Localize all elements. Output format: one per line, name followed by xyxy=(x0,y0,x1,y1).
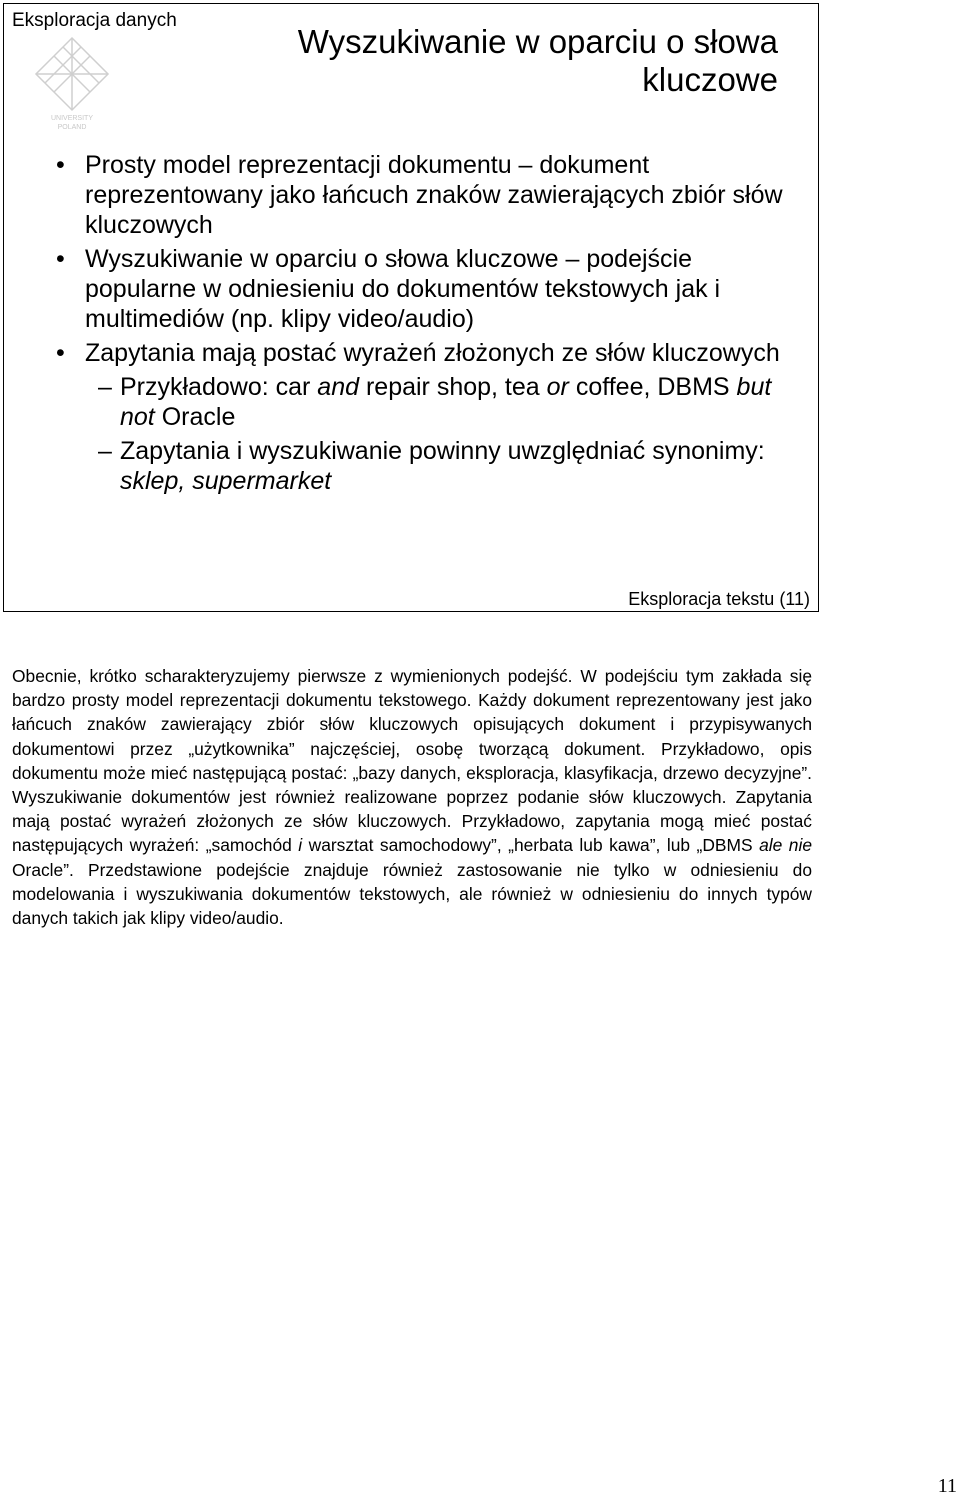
bullet-dot-icon: • xyxy=(56,245,65,273)
bullet-item xyxy=(4,244,804,334)
sub-text-pre: Przykładowo: car xyxy=(120,373,318,401)
notes-text-2: warsztat samochodowy”, „herbata lub kawa”, lub „DBMS xyxy=(302,835,760,856)
sub-text-mid2: coffee, DBMS xyxy=(568,373,737,401)
bullet-text: Wyszukiwanie w oparciu o słowa kluczowe – podejście popularne w odniesieniu do dokumentów tekstowych jak i multimediów (np. klipy video/audio) xyxy=(85,245,721,333)
sub-text-pre: Zapytania i wyszukiwanie powinny uwzględniać synonimy: xyxy=(120,437,765,465)
keyword-but-not: but not xyxy=(120,373,772,431)
notes-text-1: Obecnie, krótko scharakteryzujemy pierwsze z wymienionych podejść. W podejściu tym zakłada się bardzo prosty model reprezentacji dokumentu tekstowego. Każdy dokument reprezentowany jest jako łańcuch znaków zawierający zbiór słów kluczowych opisujących dokument i przypisywanych dokumentowi przez „użytkownika” najczęściej, osobę tworzącą dokument. Przykładowo, opis dokumentu może mieć następującą postać: „bazy danych, eksploracja, klasyfikacja, drzewo decyzyjne”. Wyszukiwanie dokumentów jest również realizowane poprzez podanie słów kluczowych. Zapytania mają postać wyrażeń złożonych ze słów kluczowych. Przykładowo, zapytania mogą mieć postać następujących wyrażeń: „samochód xyxy=(12,666,812,856)
bullet-text: Zapytania mają postać wyrażeń złożonych ze słów kluczowych xyxy=(85,339,780,367)
slide-title-line2: kluczowe xyxy=(642,61,778,98)
notes-italic-ale-nie: ale nie xyxy=(759,835,813,856)
slide-title xyxy=(218,23,778,99)
dash-icon: – xyxy=(98,437,112,465)
slide-content xyxy=(4,150,804,500)
notes-text-3: Oracle”. Przedstawione podejście znajduje również zastosowanie nie tylko w odniesieniu do modelowania i wyszukiwania dokumentów tekstowych, ale również w odniesieniu do innych typów danych takich jak klipy video/audio. xyxy=(12,859,812,929)
logo-text-line1: UNIVERSITY xyxy=(50,115,94,122)
dash-icon: – xyxy=(98,373,112,401)
sub-bullet-item xyxy=(4,372,804,432)
grid-logo-icon xyxy=(30,34,114,134)
slide-title-line1: Wyszukiwanie w oparciu o słowa xyxy=(297,23,778,60)
sub-text-post: Oracle xyxy=(154,403,236,431)
slide-footer: Eksploracja tekstu (11) xyxy=(628,589,810,609)
sub-bullet-item xyxy=(4,436,804,496)
synonyms-example: sklep, supermarket xyxy=(120,467,332,495)
bullet-item xyxy=(4,150,804,240)
slide-header-label: Eksploracja danych xyxy=(12,10,177,31)
logo-text-line2: POLAND xyxy=(57,124,87,131)
notes-italic-i: i xyxy=(298,835,303,856)
bullet-dot-icon: • xyxy=(56,151,65,179)
page-number: 11 xyxy=(937,1475,957,1497)
notes-paragraph xyxy=(12,664,812,930)
sub-text-mid: repair shop, tea xyxy=(359,373,547,401)
keyword-or: or xyxy=(546,373,569,401)
bullet-dot-icon: • xyxy=(56,339,65,367)
slide-frame xyxy=(3,3,819,612)
bullet-item xyxy=(4,338,804,368)
keyword-and: and xyxy=(317,373,360,401)
bullet-text: Prosty model reprezentacji dokumentu – dokument reprezentowany jako łańcuch znaków zawierających zbiór słów kluczowych xyxy=(85,151,783,239)
